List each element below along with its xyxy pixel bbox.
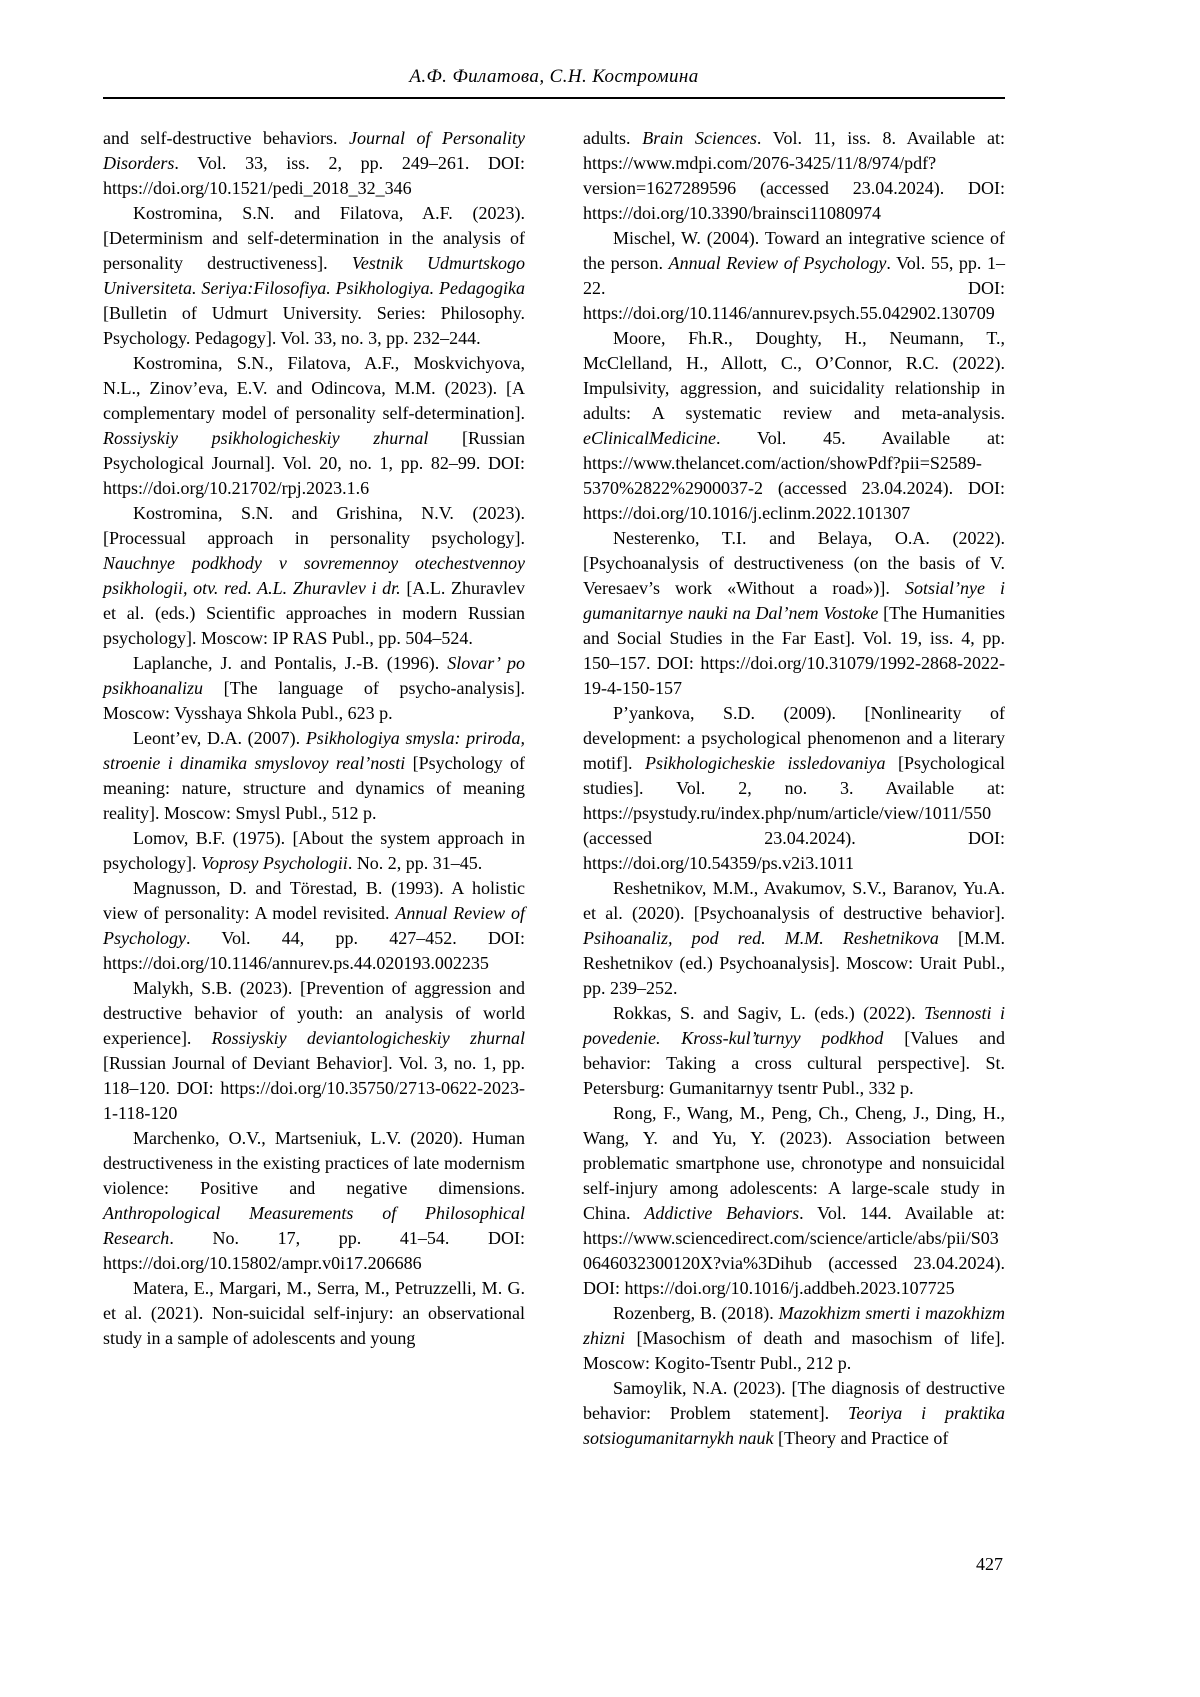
- reference-segment: [A.L. Zhuravlev et al. (eds.) Scientific approaches in modern Russian psychology]. Moscow: IP RAS Publ., pp. 504–524.: [103, 578, 525, 648]
- reference-segment: Magnusson, D. and Törestad, B. (1993). A holistic view of personality: A model revisited.: [103, 878, 525, 923]
- reference-entry: [103, 126, 525, 201]
- reference-segment: [Russian Psychological Journal]. Vol. 20, no. 1, pp. 82–99. DOI: https://doi.org/10.21702/rpj.2023.1.6: [103, 428, 526, 498]
- reference-entry: [583, 701, 1005, 876]
- reference-segment-italic: Anthropological Measurements of Philosophical Research: [103, 1203, 525, 1248]
- page-content: [103, 66, 1005, 1451]
- reference-entry: [583, 226, 1005, 326]
- reference-segment: Malykh, S.B. (2023). [Prevention of aggression and destructive behavior of youth: an analysis of world experience].: [103, 978, 525, 1048]
- reference-segment-italic: eClinicalMedicine: [583, 428, 716, 448]
- reference-segment-italic: Annual Review of Psychology: [103, 903, 526, 948]
- reference-segment: . Vol. 55, pp. 1–22. DOI: https://doi.org/10.1146/annurev.psych.55.042902.130709: [583, 253, 1006, 323]
- reference-segment: . No. 2, pp. 31–45.: [347, 853, 483, 873]
- reference-segment: Laplanche, J. and Pontalis, J.-B. (1996).: [133, 653, 448, 673]
- reference-segment-italic: Slovar’ po psikhoanalizu: [103, 653, 525, 698]
- page-number: 427: [976, 1554, 1003, 1574]
- reference-segment-italic: Psikhologiya smysla: priroda, stroenie i dinamika smyslovoy real’nosti: [103, 728, 525, 773]
- reference-segment: . No. 17, pp. 41–54. DOI: https://doi.org/10.15802/ampr.v0i17.206686: [103, 1228, 525, 1273]
- reference-segment: Moore, Fh.R., Doughty, H., Neumann, T., McClelland, H., Allott, C., O’Connor, R.C. (2022). Impulsivity, aggression, and suicidality relationship in adults: A systematic review and meta-analysis.: [583, 328, 1005, 423]
- reference-segment-italic: Teoriya i praktika sotsiogumanitarnykh nauk: [583, 1403, 1005, 1448]
- reference-entry: [103, 201, 525, 351]
- reference-segment: [Masochism of death and masochism of life]. Moscow: Kogito-Tsentr Publ., 212 p.: [583, 1328, 1005, 1373]
- reference-entry: [583, 326, 1005, 526]
- reference-segment: [The Humanities and Social Studies in the Far East]. Vol. 19, iss. 4, pp. 150–157. DOI: https://doi.org/10.31079/1992-2868-2022-19-4-150-157: [583, 603, 1005, 698]
- reference-segment: . Vol. 11, iss. 8. Available at: https://www.mdpi.com/2076-3425/11/8/974/pdf?version=1627289596 (accessed 23.04.2024). DOI: https://doi.org/10.3390/brainsci11080974: [583, 128, 1006, 223]
- reference-entry: [583, 876, 1005, 1001]
- reference-entry: [583, 1001, 1005, 1101]
- reference-entry: [583, 526, 1005, 701]
- reference-segment: P’yankova, S.D. (2009). [Nonlinearity of development: a psychological phenomenon and a literary motif].: [583, 703, 1005, 773]
- reference-segment: Rozenberg, B. (2018).: [613, 1303, 779, 1323]
- reference-segment: Marchenko, O.V., Martseniuk, L.V. (2020). Human destructiveness in the existing practices of late modernism violence: Positive and negative dimensions.: [103, 1128, 525, 1198]
- reference-segment: Kostromina, S.N. and Filatova, A.F. (2023). [Determinism and self-determination in the analysis of personality destructiveness].: [103, 203, 525, 273]
- reference-segment: Matera, E., Margari, M., Serra, M., Petruzzelli, M. G. et al. (2021). Non-suicidal self-injury: an observational study in a sample of adolescents and young: [103, 1278, 525, 1348]
- reference-segment: adults.: [583, 128, 643, 148]
- reference-segment: . Vol. 144. Available at: https://www.sciencedirect.com/science/article/abs/pii/S030646032300120X?via%3Dihub (accessed 23.04.2024). DOI: https://doi.org/10.1016/j.addbeh.2023.107725: [583, 1203, 1005, 1298]
- reference-segment-italic: Mazokhizm smerti i mazokhizm zhizni: [583, 1303, 1006, 1348]
- references-column-right: [583, 126, 1005, 1451]
- reference-segment: [Psychology of meaning: nature, structure and dynamics of meaning reality]. Moscow: Smysl Publ., 512 p.: [103, 753, 525, 823]
- reference-entry: [103, 501, 525, 651]
- reference-entry: [103, 351, 525, 501]
- reference-entry: [103, 876, 525, 976]
- reference-segment: . Vol. 45. Available at: https://www.thelancet.com/action/showPdf?pii=S2589-5370%2822%2900037-2 (accessed 23.04.2024). DOI: https://doi.org/10.1016/j.eclinm.2022.101307: [583, 428, 1005, 523]
- reference-segment-italic: Journal of Personality Disorders: [103, 128, 526, 173]
- reference-segment: Samoylik, N.A. (2023). [The diagnosis of destructive behavior: Problem statement].: [583, 1378, 1005, 1423]
- reference-segment-italic: Psikhologicheskie issledovaniya: [645, 753, 886, 773]
- reference-segment-italic: Sotsial’nye i gumanitarnye nauki na Dal’nem Vostoke: [583, 578, 1005, 623]
- reference-segment-italic: Tsennosti i povedenie. Kross-kul’turnyy podkhod: [583, 1003, 1005, 1048]
- reference-segment: Kostromina, S.N. and Grishina, N.V. (2023). [Processual approach in personality psychology].: [103, 503, 525, 548]
- reference-segment: Rong, F., Wang, M., Peng, Ch., Cheng, J., Ding, H., Wang, Y. and Yu, Y. (2023). Association between problematic smartphone use, chronotype and nonsuicidal self-injury among adolescents: A large-scale study in China.: [583, 1103, 1005, 1223]
- reference-segment: Rokkas, S. and Sagiv, L. (eds.) (2022).: [613, 1003, 925, 1023]
- reference-segment-italic: Voprosy Psychologii: [201, 853, 348, 873]
- reference-segment: and self-destructive behaviors.: [103, 128, 349, 148]
- reference-entry: [103, 826, 525, 876]
- reference-entry: [103, 1126, 525, 1276]
- reference-segment: [The language of psycho-analysis]. Moscow: Vysshaya Shkola Publ., 623 p.: [103, 678, 525, 723]
- reference-entry: [583, 126, 1005, 226]
- reference-entry: [103, 651, 525, 726]
- references-column-left: [103, 126, 525, 1451]
- reference-segment: [Psychological studies]. Vol. 2, no. 3. Available at: https://psystudy.ru/index.php/num/article/view/1011/550 (accessed 23.04.2024). DOI: https://doi.org/10.54359/ps.v2i3.1011: [583, 753, 1006, 873]
- reference-entry: [103, 1276, 525, 1351]
- reference-segment-italic: Vestnik Udmurtskogo Universiteta. Seriya:Filosofiya. Psikhologiya. Pedagogika: [103, 253, 525, 298]
- running-head: А.Ф. Филатова, С.Н. Костромина: [409, 66, 699, 87]
- reference-segment: [M.M. Reshetnikov (ed.) Psychoanalysis]. Moscow: Urait Publ., pp. 239–252.: [583, 928, 1005, 998]
- reference-segment: Lomov, B.F. (1975). [About the system approach in psychology].: [103, 828, 525, 873]
- reference-entry: [583, 1376, 1005, 1451]
- reference-segment-italic: Brain Sciences: [642, 128, 757, 148]
- reference-segment: [Bulletin of Udmurt University. Series: Philosophy. Psychology. Pedagogy]. Vol. 33, no. 3, pp. 232–244.: [103, 303, 525, 348]
- reference-segment: . Vol. 44, pp. 427–452. DOI: https://doi.org/10.1146/annurev.ps.44.020193.002235: [103, 928, 525, 973]
- reference-segment-italic: Psihoanaliz, pod red. M.M. Reshetnikova: [583, 928, 939, 948]
- reference-segment: [Theory and Practice of: [773, 1428, 949, 1448]
- reference-entry: [103, 726, 525, 826]
- reference-entry: [583, 1101, 1005, 1301]
- reference-segment-italic: Annual Review of Psychology: [668, 253, 887, 273]
- reference-segment: Reshetnikov, M.M., Avakumov, S.V., Baranov, Yu.A. et al. (2020). [Psychoanalysis of destructive behavior].: [583, 878, 1005, 923]
- reference-segment-italic: Rossiyskiy psikhologicheskiy zhurnal: [103, 428, 429, 448]
- reference-segment-italic: Nauchnye podkhody v sovremennoy otechestvennoy psikhologii, otv. red. A.L. Zhuravlev i dr.: [103, 553, 525, 598]
- references-section: [103, 126, 1005, 1451]
- reference-segment: Leont’ev, D.A. (2007).: [133, 728, 306, 748]
- reference-segment: Kostromina, S.N., Filatova, A.F., Moskvichyova, N.L., Zinov’eva, E.V. and Odincova, M.M. (2023). [A complementary model of personality self-determination].: [103, 353, 525, 423]
- reference-segment: [Values and behavior: Taking a cross cultural perspective]. St. Petersburg: Gumanitarnyy tsentr Publ., 332 p.: [583, 1028, 1005, 1098]
- reference-entry: [583, 1301, 1005, 1376]
- reference-segment: . Vol. 33, iss. 2, pp. 249–261. DOI: https://doi.org/10.1521/pedi_2018_32_346: [103, 153, 525, 198]
- header-rule: [103, 97, 1005, 99]
- reference-entry: [103, 976, 525, 1126]
- reference-segment: [Russian Journal of Deviant Behavior]. Vol. 3, no. 1, pp. 118–120. DOI: https://doi.org/10.35750/2713-0622-2023-1-118-120: [103, 1053, 525, 1123]
- reference-segment-italic: Addictive Behaviors: [644, 1203, 800, 1223]
- reference-segment: Mischel, W. (2004). Toward an integrative science of the person.: [583, 228, 1005, 273]
- reference-segment: Nesterenko, T.I. and Belaya, O.A. (2022). [Psychoanalysis of destructiveness (on the basis of V. Veresaev’s work «Without a road»)].: [583, 528, 1005, 598]
- reference-segment-italic: Rossiyskiy deviantologicheskiy zhurnal: [211, 1028, 526, 1048]
